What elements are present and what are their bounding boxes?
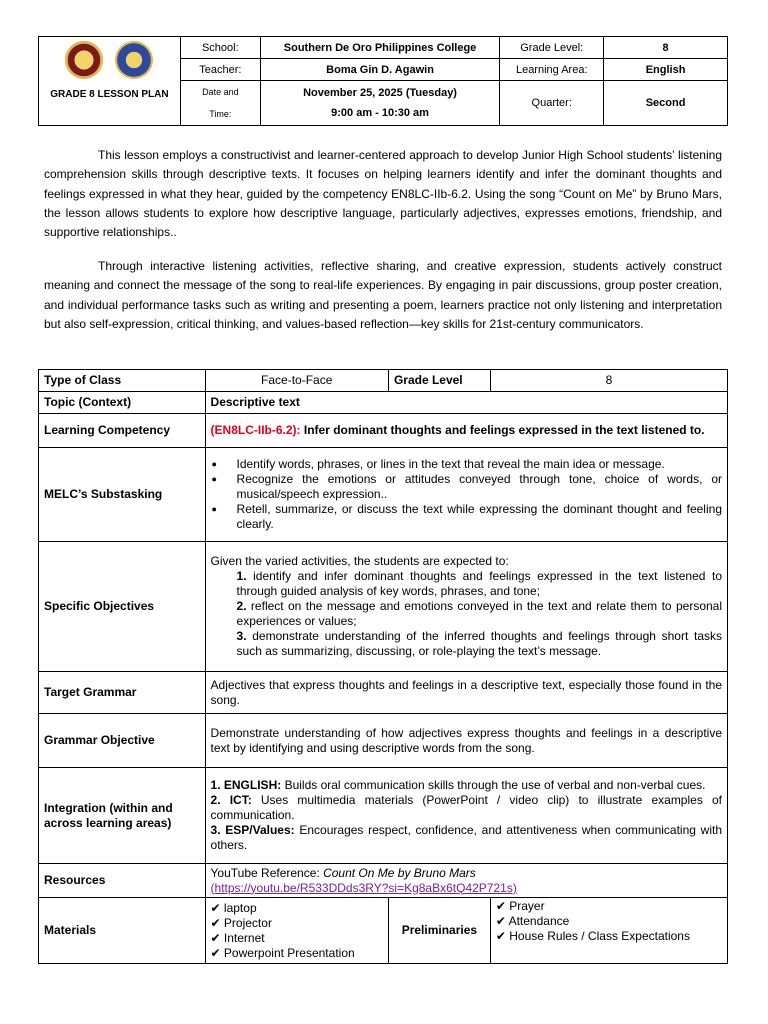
objective-number: 2. (236, 599, 247, 613)
list-item: ✔ House Rules / Class Expectations (495, 929, 690, 943)
integration-head: ICT: (229, 793, 252, 807)
table-row (39, 414, 728, 448)
list-item: ✔ Powerpoint Presentation (210, 945, 355, 960)
list-item (211, 599, 722, 629)
table-row (39, 898, 728, 964)
preliminaries-label: Preliminaries (388, 898, 490, 964)
plan-title: GRADE 8 LESSON PLAN (50, 89, 169, 100)
objective-text: identify and infer dominant thoughts and feelings expressed in the text listened to through guided analysis of key words, phrases, and tone; (236, 569, 722, 598)
youtube-link[interactable]: (https://youtu.be/R533DDds3RY?si=Kg8aBx6tQ42P721s) (210, 880, 517, 895)
list-item: ✔ Internet (210, 930, 265, 945)
list-item: ✔ Prayer (495, 899, 545, 913)
objective-number: 3. (236, 629, 247, 643)
preliminaries-cell (490, 898, 727, 964)
competency-code: (EN8LC-IIb-6.2): (210, 423, 301, 437)
melc-list (211, 457, 722, 532)
integration-head: ENGLISH: (223, 778, 282, 792)
grade-level-value: 8 (490, 370, 727, 392)
list-item: ✔ Projector (210, 915, 272, 930)
quarter-value: Second (604, 81, 728, 126)
topic-value: Descriptive text (205, 392, 727, 414)
list-item (211, 629, 722, 659)
topic-label: Topic (Context) (39, 392, 206, 414)
quarter-label: Quarter: (500, 81, 604, 126)
teacher-label: Teacher: (180, 59, 260, 81)
school-label: School: (180, 37, 260, 59)
list-item: ✔ laptop (210, 900, 257, 915)
teacher-value: Boma Gin D. Agawin (260, 59, 500, 81)
lesson-details-table (38, 369, 728, 964)
date-label-line1: Date and (202, 87, 239, 97)
integration-text: Encourages respect, confidence, and attentiveness when communicating with others. (210, 823, 722, 852)
integration-text: Builds oral communication skills through the use of verbal and non-verbal cues. (281, 778, 706, 792)
date-time-value (260, 81, 500, 126)
intro-paragraph-1: This lesson employs a constructivist and learner-centered approach to develop Junior High School students’ listening comprehension skills through descriptive texts. It focuses on helping learners identify and infer the dominant thoughts and feelings expressed in what they hear, guided by the competency EN8LC-IIb-6.2. Using the song “Count on Me” by Bruno Mars, the lesson allows students to explore how descriptive language, particularly adjectives, expresses emotions, friendship, and supportive relationships.. (44, 148, 722, 240)
type-label: Type of Class (39, 370, 206, 392)
resources-title: Count On Me by Bruno Mars (323, 865, 476, 880)
resources-cell (205, 864, 727, 898)
integration-text: Uses multimedia materials (PowerPoint / video clip) to illustrate examples of communication. (210, 793, 722, 822)
list-item: ● Identify words, phrases, or lines in the text that reveal the main idea or message. (237, 457, 722, 472)
grammar-objective-label: Grammar Objective (39, 714, 206, 768)
integration-cell (205, 768, 727, 864)
list-item: ● Retell, summarize, or discuss the text while expressing the dominant thought and feeling clearly. (237, 502, 722, 532)
school-seal-icon (65, 41, 103, 79)
integration-number: 1. (210, 778, 221, 792)
objectives-intro: Given the varied activities, the students are expected to: (210, 554, 509, 568)
lesson-header (38, 36, 728, 126)
grade-value: 8 (604, 37, 728, 59)
grammar-value: Adjectives that express thoughts and feelings in a descriptive text, especially those found in the song. (205, 672, 727, 714)
school-value: Southern De Oro Philippines College (260, 37, 500, 59)
grammar-objective-value: Demonstrate understanding of how adjectives express thoughts and feelings in a descriptive text by identifying and using descriptive words from the song. (205, 714, 727, 768)
table-row (39, 864, 728, 898)
area-value: English (604, 59, 728, 81)
table-row (39, 370, 728, 392)
resources-reference (211, 866, 722, 881)
objectives-cell (205, 542, 727, 672)
objective-number: 1. (236, 569, 247, 583)
objectives-label: Specific Objectives (39, 542, 206, 672)
list-item (211, 823, 722, 853)
grade-label: Grade Level: (500, 37, 604, 59)
competency-text: Infer dominant thoughts and feelings expressed in the text listened to. (300, 423, 705, 437)
table-row (39, 392, 728, 414)
table-row (39, 714, 728, 768)
college-seal-icon (115, 41, 153, 79)
list-item (211, 569, 722, 599)
competency-value (205, 414, 727, 448)
date-value: November 25, 2025 (Tuesday) (303, 87, 457, 99)
materials-label: Materials (39, 898, 206, 964)
intro-paragraph-2: Through interactive listening activities, reflective sharing, and creative expression, students actively construct meaning and connect the message of the song to real-life experiences. By engaging in pair discussions, group poster creation, and individual performance tasks such as writing and presenting a poem, learners practice not only listening and interpretation but also self-expression, critical thinking, and values-based reflection—key skills for 21st-century communicators. (44, 259, 722, 331)
grammar-label: Target Grammar (39, 672, 206, 714)
integration-number: 2. (210, 793, 221, 807)
type-value: Face-to-Face (205, 370, 388, 392)
competency-label: Learning Competency (39, 414, 206, 448)
time-value: 9:00 am - 10:30 am (331, 107, 429, 119)
integration-head: ESP/Values: (225, 823, 295, 837)
integration-number: 3. (210, 823, 221, 837)
table-row (39, 768, 728, 864)
area-label: Learning Area: (500, 59, 604, 81)
table-row (39, 672, 728, 714)
melc-label: MELC’s Substasking (39, 448, 206, 542)
logo-cell (39, 37, 181, 126)
melc-list-cell (205, 448, 727, 542)
resources-label: Resources (39, 864, 206, 898)
table-row (39, 448, 728, 542)
list-item (211, 778, 722, 793)
date-label (180, 81, 260, 126)
list-item: ✔ Attendance (495, 914, 570, 928)
grade-level-label: Grade Level (388, 370, 490, 392)
list-item (211, 793, 722, 823)
objective-text: demonstrate understanding of the inferred thoughts and feelings through short tasks such as summarizing, discussing, or role-playing the text’s message. (236, 629, 722, 658)
resources-prefix: YouTube Reference: (210, 865, 324, 880)
materials-cell (205, 898, 388, 964)
date-label-line2: Time: (209, 109, 232, 119)
list-item: ● Recognize the emotions or attitudes conveyed through tone, choice of words, or musical/speech expression.. (237, 472, 722, 502)
table-row (39, 542, 728, 672)
objective-text: reflect on the message and emotions conveyed in the text and relate them to personal experiences or values; (236, 599, 722, 628)
integration-label: Integration (within and across learning areas) (39, 768, 206, 864)
